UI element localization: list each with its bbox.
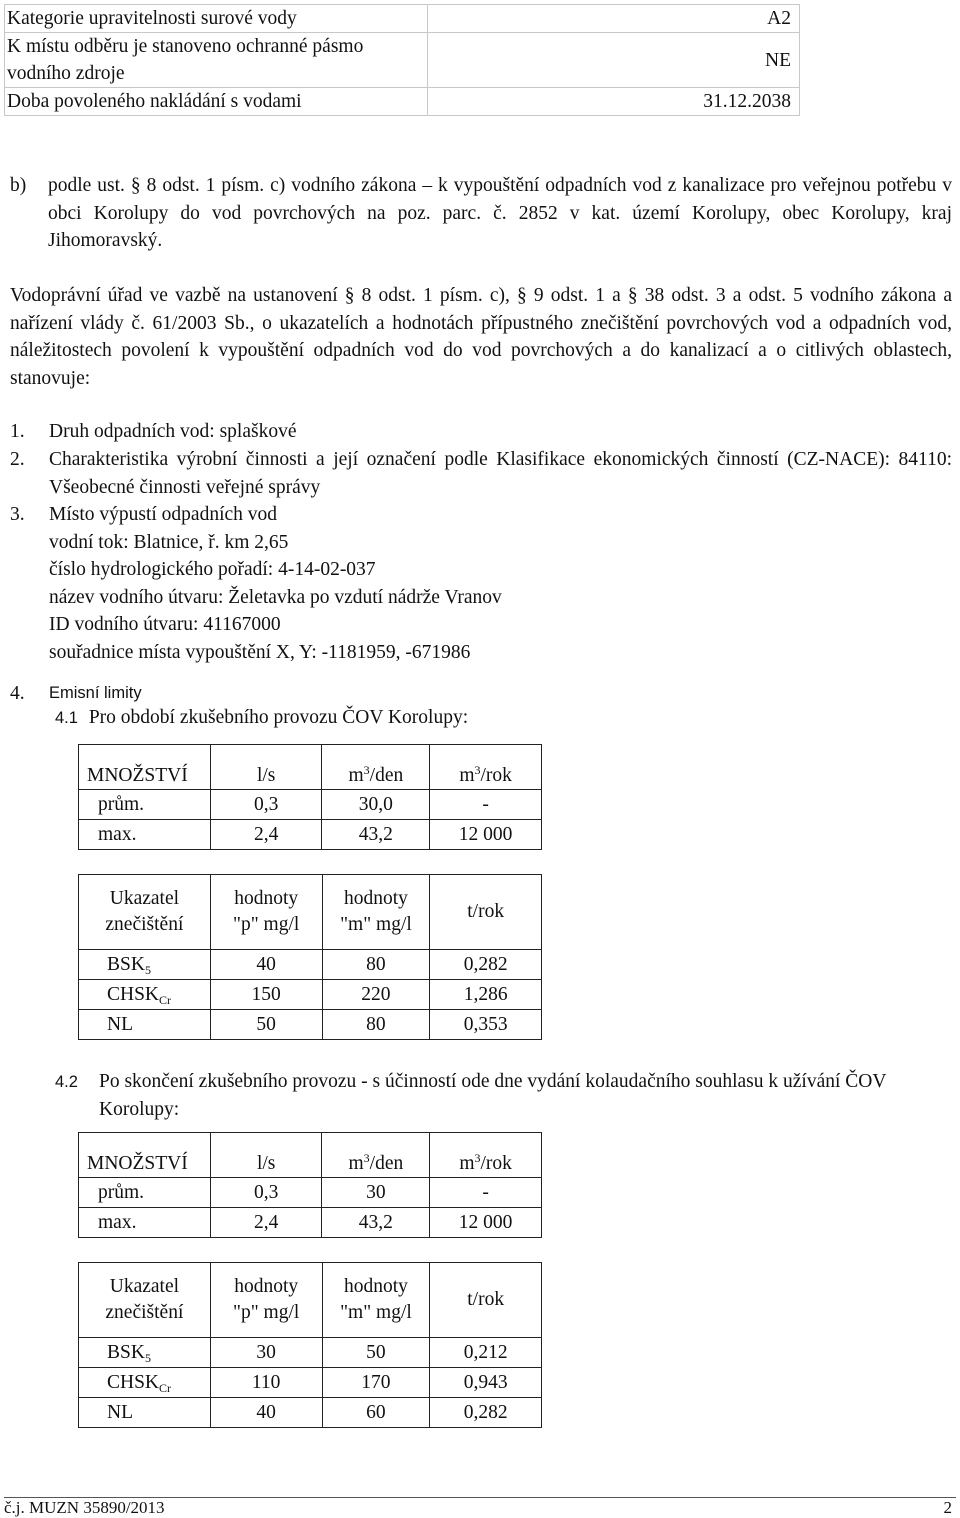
table-row	[79, 1178, 542, 1208]
subsection-text: Pro období zkušebního provozu ČOV Korolupy:	[88, 707, 469, 728]
list-item	[10, 501, 952, 666]
cell: 80	[322, 950, 430, 980]
table-row	[79, 1208, 542, 1238]
header-line: "p" mg/l	[233, 914, 300, 935]
subsection-number: 4.1	[55, 709, 78, 727]
section-b-prefix: b)	[10, 175, 27, 196]
header-value: NE	[428, 33, 800, 88]
indicator-sub: Cr	[159, 1380, 172, 1395]
header-line: Ukazatel	[109, 888, 180, 909]
cell: 150	[210, 980, 322, 1010]
section-b-text: podle ust. § 8 odst. 1 písm. c) vodního zákona – k vypouštění odpadních vod z kanalizace pro veřejnou potřebu v obci Korolupy do vod povrchových na poz. parc. č. 2852 v kat. území Korolupy, obec Korolupy, kraj Jihomoravský.	[48, 175, 952, 251]
header-row	[5, 5, 800, 33]
item-number: 4.	[10, 683, 25, 704]
header-cell: l/s	[210, 745, 322, 790]
item-number: 1.	[10, 421, 25, 442]
cell: 12 000	[430, 820, 542, 850]
subsection-number: 4.2	[55, 1073, 78, 1091]
list-item	[10, 418, 952, 446]
header-label: Kategorie upravitelnosti surové vody	[5, 5, 428, 33]
row-label: max.	[79, 820, 211, 850]
header-cell	[430, 1133, 542, 1178]
header-cell: l/s	[210, 1133, 322, 1178]
subsection-text: Po skončení zkušebního provozu - s účinností ode dne vydání kolaudačního souhlasu k užívání ČOV Korolupy:	[99, 1071, 887, 1120]
header-row	[5, 33, 800, 88]
header-cell	[79, 875, 211, 950]
header-cell	[322, 1263, 430, 1338]
quantity-table-2	[78, 1132, 542, 1238]
cell: 110	[210, 1368, 322, 1398]
header-line: hodnoty	[234, 888, 299, 909]
item-line: vodní tok: Blatnice, ř. km 2,65	[49, 531, 289, 553]
header-line: "p" mg/l	[233, 1302, 300, 1323]
subsection-4-1	[55, 706, 468, 729]
cell: 43,2	[322, 1208, 430, 1238]
unit-sup: 3	[474, 1150, 481, 1165]
header-cell: t/rok	[430, 1263, 542, 1338]
header-label	[5, 33, 428, 88]
item-line: číslo hydrologického pořadí: 4-14-02-037	[49, 559, 376, 580]
row-label: prům.	[79, 790, 211, 820]
unit-sup: 3	[363, 762, 370, 777]
header-cell: MNOŽSTVÍ	[79, 745, 211, 790]
cell: 0,282	[430, 950, 542, 980]
pollution-table-2	[78, 1262, 542, 1428]
header-cell	[322, 1133, 430, 1178]
intro-part2: , o ukazatelích a hodnotách přípustného znečištění povrchových vod a odpadních vod, náležitostech povolení k vypouštění odpadních vod do vod povrchových a do kanalizací a o citlivých oblastech, stanovuje:	[10, 312, 952, 389]
item-text: Emisní limity	[49, 684, 142, 702]
cell: 12 000	[430, 1208, 542, 1238]
header-cell	[322, 745, 430, 790]
list-item	[10, 446, 952, 501]
indicator-name: NL	[107, 1401, 133, 1423]
table-row	[79, 790, 542, 820]
header-line: znečištění	[105, 914, 184, 935]
subsection-4-2	[55, 1068, 955, 1124]
unit-rest: /den	[369, 1152, 404, 1174]
cell: 0,3	[210, 790, 322, 820]
unit-base: m	[348, 764, 364, 786]
intro-part1: Vodoprávní úřad ve vazbě na ustanovení § 8 odst. 1 písm. c), § 9 odst. 1 a § 38 odst. 3 a odst. 5 vodního zákona a nařízení vlády č. 61/2003 Sb.	[10, 285, 952, 334]
table-header-row	[79, 745, 542, 790]
reference-number: č.j. MUZN 35890/2013	[4, 1498, 165, 1517]
item-number: 2.	[10, 449, 25, 470]
page-number: 2	[943, 1498, 952, 1517]
list-item	[10, 680, 952, 708]
cell: 30	[210, 1338, 322, 1368]
item-line: souřadnice místa vypouštění X, Y: -1181959, -671986	[49, 641, 471, 663]
header-line: Ukazatel	[109, 1276, 180, 1297]
cell: 0,943	[430, 1368, 542, 1398]
header-line: hodnoty	[234, 1276, 299, 1297]
pollution-table-1	[78, 874, 542, 1040]
cell: 80	[322, 1010, 430, 1040]
unit-rest: /rok	[480, 1152, 512, 1174]
header-cell: MNOŽSTVÍ	[79, 1133, 211, 1178]
section-b	[10, 172, 952, 255]
unit-sup: 3	[363, 1150, 370, 1165]
unit-base: m	[459, 1152, 475, 1174]
header-cell	[430, 745, 542, 790]
indicator-name: CHSK	[107, 1371, 160, 1393]
table-row	[79, 980, 542, 1010]
header-cell	[79, 1263, 211, 1338]
header-line: "m" mg/l	[340, 914, 412, 935]
indicator-name: BSK	[107, 953, 145, 975]
row-label	[79, 1338, 211, 1368]
item-line: Místo výpustí odpadních vod	[49, 504, 278, 525]
header-cell	[322, 875, 430, 950]
page-footer	[4, 1497, 956, 1518]
item-lines	[49, 501, 952, 666]
cell: 2,4	[210, 1208, 322, 1238]
row-label: max.	[79, 1208, 211, 1238]
row-label	[79, 980, 211, 1010]
header-cell: t/rok	[430, 875, 542, 950]
cell: 220	[322, 980, 430, 1010]
cell: 0,3	[210, 1178, 322, 1208]
cell: 50	[210, 1010, 322, 1040]
row-label	[79, 1010, 211, 1040]
indicator-sub: 5	[144, 962, 151, 977]
row-label	[79, 950, 211, 980]
cell: 50	[322, 1338, 430, 1368]
indicator-name: CHSK	[107, 983, 160, 1005]
table-row	[79, 820, 542, 850]
indicator-sub: 5	[144, 1350, 151, 1365]
row-label: prům.	[79, 1178, 211, 1208]
header-cell	[210, 875, 322, 950]
table-header-row	[79, 1133, 542, 1178]
header-value: 31.12.2038	[428, 88, 800, 116]
item-text: Charakteristika výrobní činnosti a její označení podle Klasifikace ekonomických činností (CZ-NACE): 84110: Všeobecné činnosti veřejné správy	[49, 449, 952, 498]
table-row	[79, 1368, 542, 1398]
item-line: název vodního útvaru: Želetavka po vzdutí nádrže Vranov	[49, 586, 502, 608]
item-line: ID vodního útvaru: 41167000	[49, 614, 281, 635]
quantity-table-1	[78, 744, 542, 850]
cell: 0,353	[430, 1010, 542, 1040]
unit-sup: 3	[474, 762, 481, 777]
cell: 0,282	[430, 1398, 542, 1428]
row-label	[79, 1398, 211, 1428]
header-label-text: K místu odběru je stanoveno ochranné pásmo vodního zdroje	[7, 36, 364, 84]
table-header-row	[79, 875, 542, 950]
row-label	[79, 1368, 211, 1398]
header-table	[4, 4, 800, 116]
header-line: hodnoty	[343, 888, 408, 909]
cell: 170	[322, 1368, 430, 1398]
table-row	[79, 1010, 542, 1040]
header-line: znečištění	[105, 1302, 184, 1323]
cell: 30	[322, 1178, 430, 1208]
indicator-sub: Cr	[159, 992, 172, 1007]
unit-rest: /den	[369, 764, 404, 786]
item-text: Druh odpadních vod: splaškové	[49, 421, 297, 442]
unit-base: m	[348, 1152, 364, 1174]
header-value: A2	[428, 5, 800, 33]
table-header-row	[79, 1263, 542, 1338]
header-label: Doba povoleného nakládání s vodami	[5, 88, 428, 116]
cell: -	[430, 1178, 542, 1208]
cell: 60	[322, 1398, 430, 1428]
table-row	[79, 1398, 542, 1428]
cell: 40	[210, 1398, 322, 1428]
cell: -	[430, 790, 542, 820]
indicator-name: BSK	[107, 1341, 145, 1363]
unit-base: m	[459, 764, 475, 786]
header-row	[5, 88, 800, 116]
table-row	[79, 1338, 542, 1368]
cell: 2,4	[210, 820, 322, 850]
cell: 0,212	[430, 1338, 542, 1368]
unit-rest: /rok	[480, 764, 512, 786]
cell: 43,2	[322, 820, 430, 850]
header-line: "m" mg/l	[340, 1302, 412, 1323]
item-number: 3.	[10, 504, 25, 525]
table-row	[79, 950, 542, 980]
intro-paragraph	[10, 282, 952, 392]
header-line: hodnoty	[343, 1276, 408, 1297]
cell: 30,0	[322, 790, 430, 820]
cell: 1,286	[430, 980, 542, 1010]
indicator-name: NL	[107, 1013, 133, 1035]
cell: 40	[210, 950, 322, 980]
header-cell	[210, 1263, 322, 1338]
